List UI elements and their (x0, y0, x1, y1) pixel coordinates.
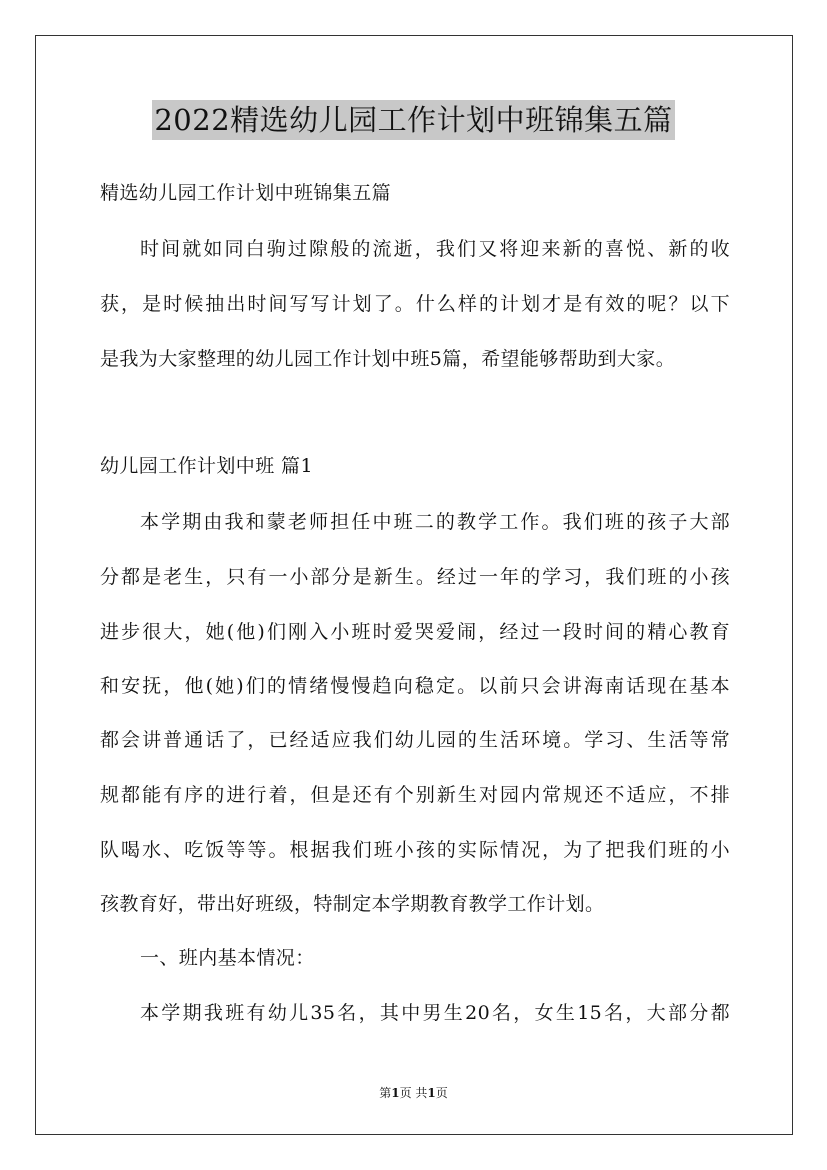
body-line: 和安抚，他(她)们的情绪慢慢趋向稳定。以前只会讲海南话现在基本 (100, 675, 730, 697)
intro-line: 时间就如同白驹过隙般的流逝，我们又将迎来新的喜悦、新的收 (140, 238, 730, 260)
footer-suffix: 页 (435, 1086, 448, 1100)
body-line: 都会讲普通话了，已经适应我们幼儿园的生活环境。学习、生活等常 (100, 729, 730, 751)
body-line: 规都能有序的进行着，但是还有个别新生对园内常规还不适应，不排 (100, 784, 730, 806)
body-line: 本学期我班有幼儿35名，其中男生20名，女生15名，大部分都 (140, 1002, 730, 1024)
footer-page-number: 1 (391, 1086, 400, 1100)
intro-line: 获，是时候抽出时间写写计划了。什么样的计划才是有效的呢？以下 (100, 293, 730, 315)
intro-line: 是我为大家整理的幼儿园工作计划中班5篇，希望能够帮助到大家。 (100, 348, 676, 370)
page-footer (0, 1085, 827, 1101)
section-heading: 幼儿园工作计划中班 篇1 (100, 455, 313, 477)
body-line: 进步很大，她(他)们刚入小班时爱哭爱闹，经过一段时间的精心教育 (100, 621, 730, 643)
body-line: 分都是老生，只有一小部分是新生。经过一年的学习，我们班的小孩 (100, 566, 730, 588)
footer-mid: 页 共 (399, 1086, 428, 1100)
body-line: 队喝水、吃饭等等。根据我们班小孩的实际情况，为了把我们班的小 (100, 839, 730, 861)
footer-total-pages: 1 (427, 1086, 436, 1100)
subsection-heading: 一、班内基本情况： (140, 947, 315, 969)
title-container (0, 100, 827, 140)
document-title: 2022精选幼儿园工作计划中班锦集五篇 (152, 100, 674, 140)
body-line: 孩教育好，带出好班级，特制定本学期教育教学工作计划。 (100, 893, 605, 915)
footer-prefix: 第 (379, 1086, 392, 1100)
body-line: 本学期由我和蒙老师担任中班二的教学工作。我们班的孩子大部 (140, 511, 730, 533)
document-subtitle: 精选幼儿园工作计划中班锦集五篇 (100, 182, 392, 204)
